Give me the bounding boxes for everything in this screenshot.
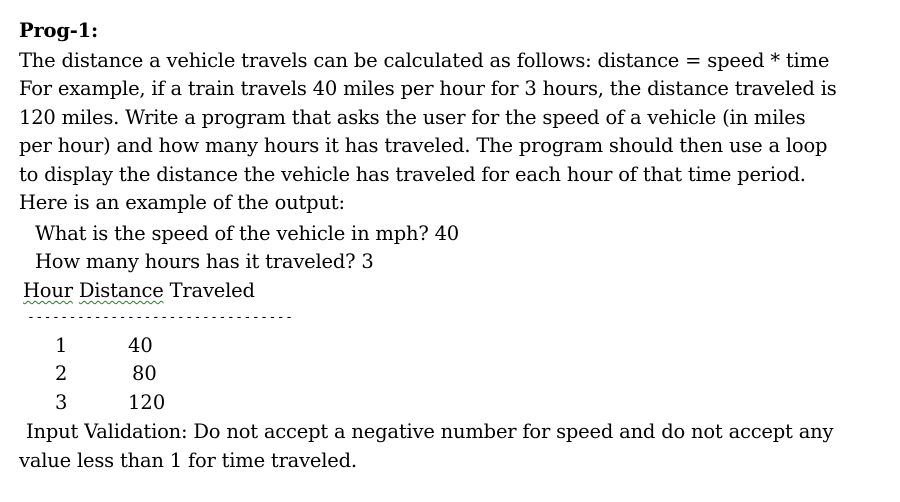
header-hour: Hour bbox=[23, 279, 73, 302]
paragraph-line: Here is an example of the output: bbox=[19, 191, 345, 214]
row-distance: 120 bbox=[128, 391, 166, 414]
input-validation-line: Input Validation: Do not accept a negative number for speed and do not accept any bbox=[26, 420, 834, 443]
paragraph-line: 120 miles. Write a program that asks the user for the speed of a vehicle (in miles bbox=[19, 106, 806, 129]
row-distance: 40 bbox=[128, 334, 153, 357]
sample-table-header bbox=[23, 279, 255, 303]
paragraph-line: to display the distance the vehicle has traveled for each hour of that time period. bbox=[19, 163, 806, 186]
program-title: Prog-1: bbox=[19, 19, 99, 42]
sample-prompt-speed: What is the speed of the vehicle in mph? 40 bbox=[35, 222, 460, 245]
sample-separator: -------------------------------- bbox=[27, 310, 294, 325]
paragraph-line: For example, if a train travels 40 miles per hour for 3 hours, the distance traveled is bbox=[19, 77, 837, 100]
row-hour: 1 bbox=[55, 334, 68, 357]
paragraph-line: The distance a vehicle travels can be calculated as follows: distance = speed * time bbox=[19, 49, 830, 72]
input-validation-line: value less than 1 for time traveled. bbox=[19, 449, 357, 472]
header-traveled: Traveled bbox=[169, 279, 255, 302]
paragraph-line: per hour) and how many hours it has traveled. The program should then use a loop bbox=[19, 134, 828, 157]
row-distance: 80 bbox=[132, 362, 157, 385]
row-hour: 3 bbox=[55, 391, 68, 414]
header-distance: Distance bbox=[78, 279, 164, 302]
sample-prompt-hours: How many hours has it traveled? 3 bbox=[35, 250, 374, 273]
row-hour: 2 bbox=[55, 362, 68, 385]
